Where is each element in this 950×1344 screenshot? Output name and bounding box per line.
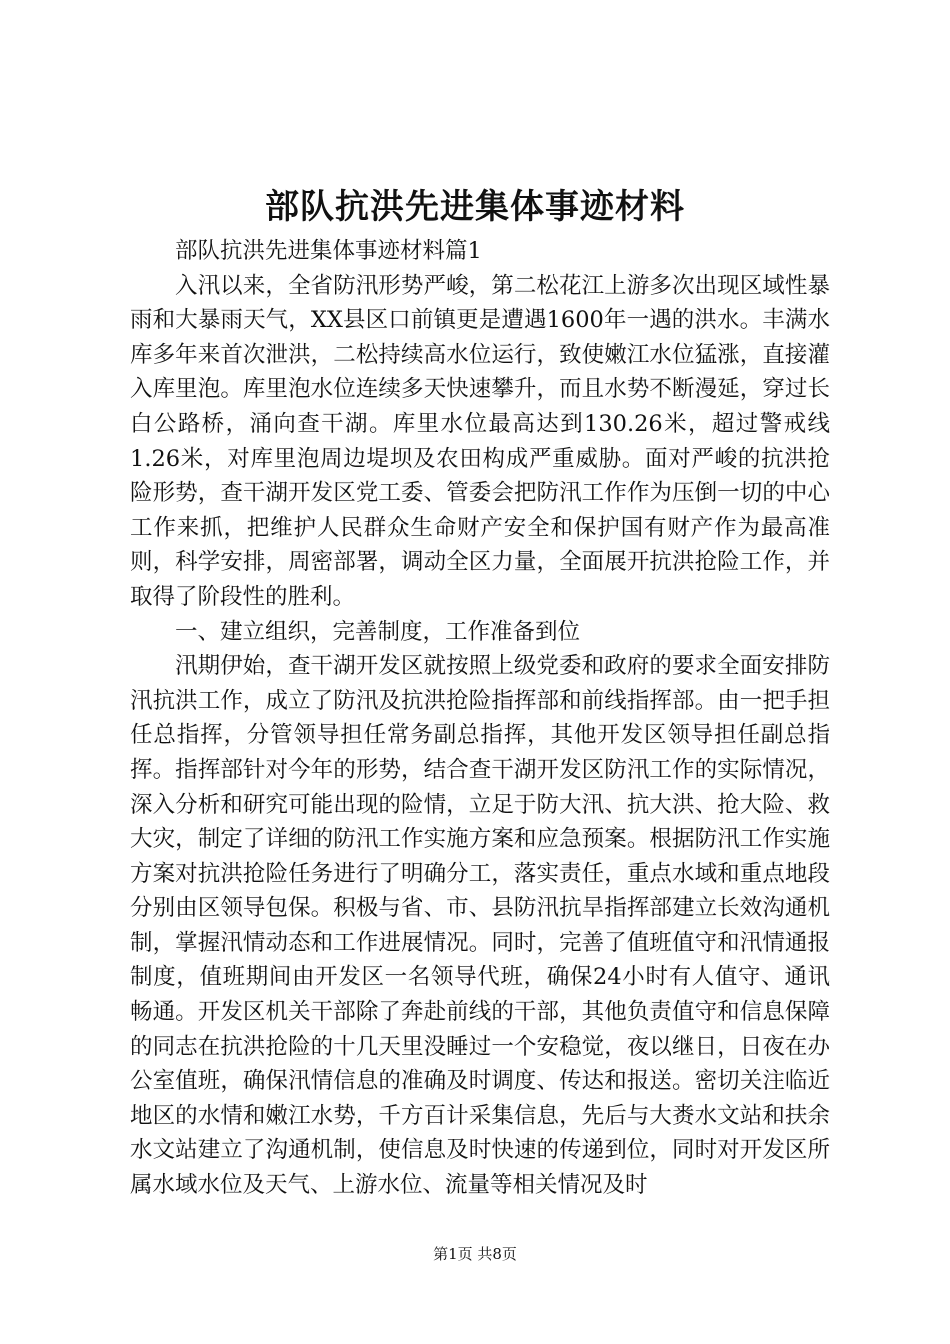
page-number: 第1页 共8页 — [433, 1245, 517, 1263]
body-paragraph: 汛期伊始，查干湖开发区就按照上级党委和政府的要求全面安排防汛抗洪工作，成立了防汛及抗洪抢险指挥部和前线指挥部。由一把手担任总指挥，分管领导担任常务副总指挥，其他开发区领导担任副总指挥。指挥部针对今年的形势，结合查干湖开发区防汛工作的实际情况，深入分析和研究可能出现的险情，立足于防大汛、抗大洪、抢大险、救大灾，制定了详细的防汛工作实施方案和应急预案。根据防汛工作实施方案对抗洪抢险任务进行了明确分工，落实责任，重点水域和重点地段分别由区领导包保。积极与省、市、县防汛抗旱指挥部建立长效沟通机制，掌握汛情动态和工作进展情况。同时，完善了值班值守和汛情通报制度，值班期间由开发区一名领导代班，确保24小时有人值守、通讯畅通。开发区机关干部除了奔赴前线的干部，其他负责值守和信息保障的同志在抗洪抢险的十几天里没睡过一个安稳觉，夜以继日，日夜在办公室值班，确保汛情信息的准确及时调度、传达和报送。密切关注临近地区的水情和嫩江水势，千方百计采集信息，先后与大赉水文站和扶余水文站建立了沟通机制，使信息及时快速的传递到位，同时对开发区所属水域水位及天气、上游水位、流量等相关情况及时 — [130, 653, 830, 1199]
page-footer — [0, 1243, 950, 1265]
section-heading: 部队抗洪先进集体事迹材料篇1 — [175, 238, 482, 264]
document-title: 部队抗洪先进集体事迹材料 — [265, 187, 685, 227]
document-body — [130, 234, 830, 1203]
body-paragraph: 入汛以来，全省防汛形势严峻，第二松花江上游多次出现区域性暴雨和大暴雨天气，XX县区口前镇更是遭遇1600年一遇的洪水。丰满水库多年来首次泄洪，二松持续高水位运行，致使嫩江水位猛涨，直接灌入库里泡。库里泡水位连续多天快速攀升，而且水势不断漫延，穿过长白公路桥，涌向查干湖。库里水位最高达到130.26米，超过警戒线1.26米，对库里泡周边堤坝及农田构成严重威胁。面对严峻的抗洪抢险形势，查干湖开发区党工委、管委会把防汛工作作为压倒一切的中心工作来抓，把维护人民群众生命财产安全和保护国有财产作为最高准则，科学安排，周密部署，调动全区力量，全面展开抗洪抢险工作，并取得了阶段性的胜利。 — [130, 272, 830, 610]
section-heading: 一、建立组织，完善制度，工作准备到位 — [175, 618, 581, 645]
